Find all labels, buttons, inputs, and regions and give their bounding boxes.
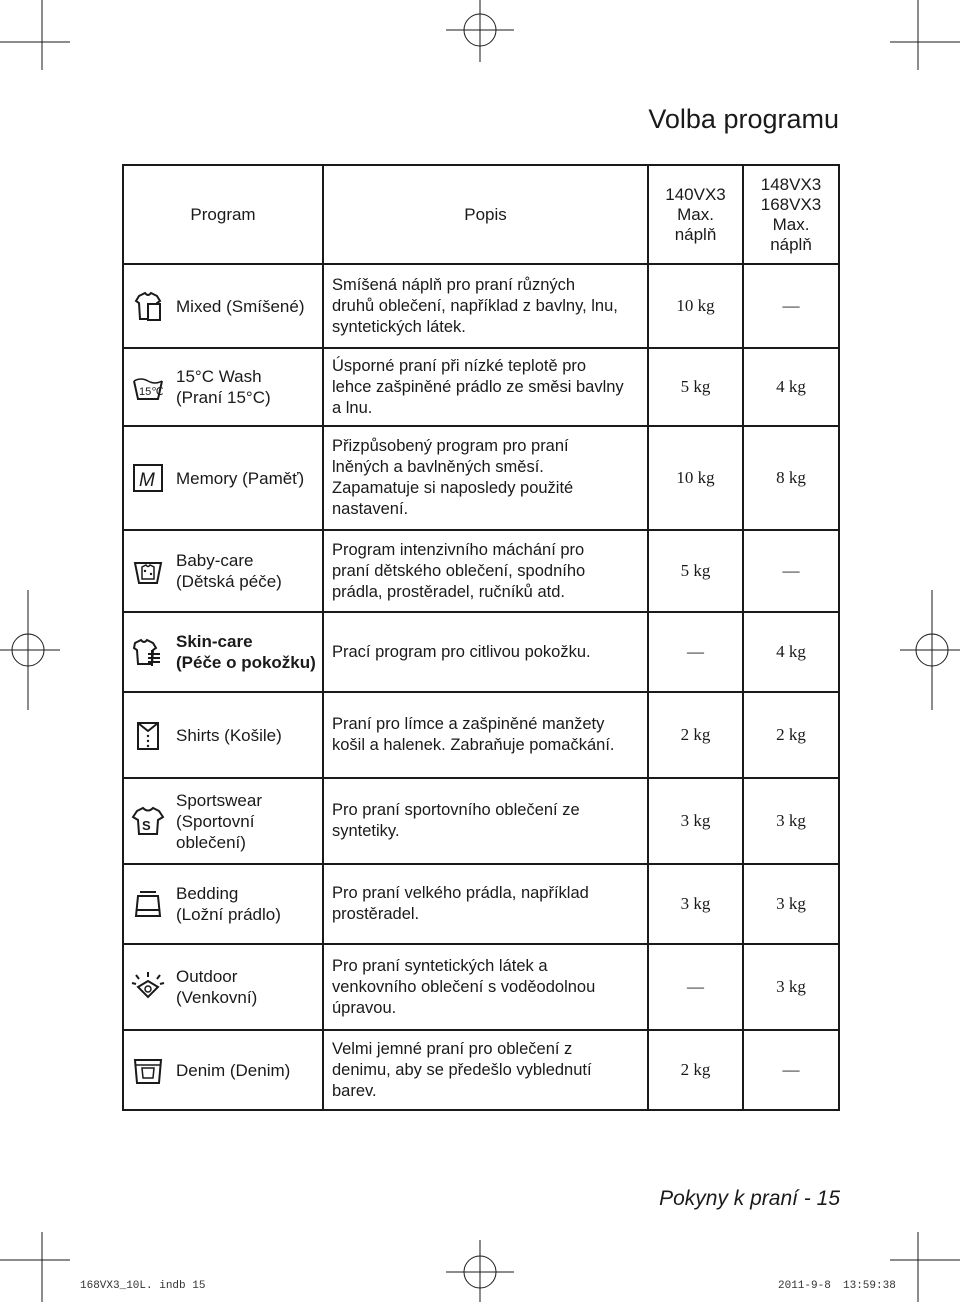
description-cell [323, 426, 648, 530]
print-slug-file: 168VX3_10L. indb 15 [80, 1280, 206, 1292]
print-slug-date: 2011-9-8 [778, 1280, 831, 1292]
program-name-line: Baby-care [176, 551, 254, 570]
description-line: Velmi jemné praní pro oblečení z [332, 1039, 573, 1058]
capacity-140vx3 [648, 1030, 743, 1110]
description-cell [323, 692, 648, 778]
description-line: Pro praní syntetických látek a [332, 956, 548, 975]
mixed-shirt-icon [130, 288, 166, 324]
capacity-148-168vx3 [743, 944, 839, 1030]
program-cell [123, 1030, 323, 1110]
description-line: venkovního oblečení s voděodolnou [332, 977, 596, 996]
capacity-value: 4 kg [776, 377, 806, 396]
program-label [124, 460, 322, 496]
description-cell [323, 778, 648, 864]
capacity-value: 4 kg [776, 642, 806, 661]
capacity-140vx3 [648, 264, 743, 348]
capacity-148-168vx3 [743, 348, 839, 426]
program-name-line: Shirts (Košile) [176, 725, 282, 745]
program-description [324, 275, 647, 338]
description-line: lněných a bavlněných směsí. [332, 458, 544, 476]
program-label [124, 631, 322, 673]
capacity-148-168vx3 [743, 264, 839, 348]
header-line: Max. [772, 214, 810, 234]
table-row [123, 864, 839, 944]
capacity-148-168vx3 [743, 530, 839, 612]
program-description [324, 1039, 647, 1102]
bedding-icon [130, 886, 166, 922]
program-label [124, 966, 322, 1008]
program-description [324, 356, 647, 419]
program-cell [123, 612, 323, 692]
header-capacity-140vx3 [648, 165, 743, 264]
capacity-140vx3 [648, 612, 743, 692]
svg-text:S: S [142, 818, 151, 833]
program-name-line: (Dětská péče) [176, 572, 282, 591]
program-cell [123, 264, 323, 348]
description-line: košil a halenek. Zabraňuje pomačkání. [332, 736, 615, 754]
capacity-140vx3 [648, 864, 743, 944]
program-label [124, 366, 322, 408]
header-line: náplň [770, 234, 812, 254]
description-line: lehce zašpiněné prádlo ze směsi bavlny [332, 377, 624, 396]
capacity-148-168vx3 [743, 1030, 839, 1110]
program-label [124, 717, 322, 753]
header-program: Program [123, 165, 323, 264]
program-name-line: Bedding [176, 884, 239, 903]
capacity-value: — [687, 977, 704, 996]
description-line: Přizpůsobený program pro praní [332, 437, 569, 455]
description-line: Pro praní sportovního oblečení ze [332, 801, 580, 819]
capacity-140vx3 [648, 692, 743, 778]
program-description [324, 800, 647, 842]
description-cell [323, 864, 648, 944]
header-line: 148VX3 [760, 174, 822, 194]
capacity-value: 3 kg [680, 811, 711, 830]
description-line: barev. [332, 1081, 377, 1100]
capacity-value: 3 kg [776, 811, 806, 830]
capacity-140vx3 [648, 530, 743, 612]
capacity-148-168vx3 [743, 778, 839, 864]
table-row [123, 944, 839, 1030]
program-description [324, 642, 647, 663]
program-name-line: Denim (Denim) [176, 1060, 291, 1080]
program-name [176, 631, 316, 673]
capacity-value: 5 kg [680, 377, 711, 396]
program-name [176, 366, 271, 408]
capacity-value: 10 kg [676, 468, 715, 487]
program-name-line: Mixed (Smíšené) [176, 296, 305, 316]
capacity-value: — [782, 296, 800, 315]
print-slug-time: 13:59:38 [843, 1280, 896, 1292]
program-cell [123, 426, 323, 530]
description-cell [323, 264, 648, 348]
table-row [123, 426, 839, 530]
header-line: náplň [674, 224, 717, 244]
program-cell [123, 778, 323, 864]
program-cell [123, 864, 323, 944]
program-description [324, 436, 647, 520]
program-name-line: Skin-care [176, 632, 253, 651]
program-name-line: (Ložní prádlo) [176, 905, 281, 924]
program-name-line: (Venkovní) [176, 988, 258, 1007]
program-name [176, 1060, 290, 1081]
capacity-148-168vx3 [743, 692, 839, 778]
program-name-line: Memory (Paměť) [176, 468, 305, 488]
program-cell [123, 944, 323, 1030]
program-table [122, 164, 840, 1111]
description-line: Program intenzivního máchání pro [332, 540, 585, 559]
svg-text:M: M [139, 470, 155, 491]
description-line: Úsporné praní při nízké teplotě pro [332, 356, 587, 375]
description-line: praní dětského oblečení, spodního [332, 561, 586, 580]
program-name-line: 15°C Wash [176, 367, 262, 386]
program-name-line: (Sportovní [176, 811, 255, 831]
table-row [123, 348, 839, 426]
page-title: Volba programu [648, 104, 839, 134]
program-label [124, 790, 322, 853]
sportswear-icon [130, 803, 166, 839]
header-popis: Popis [323, 165, 648, 264]
table-row [123, 264, 839, 348]
shirt-icon [130, 717, 166, 753]
program-description [324, 956, 647, 1019]
capacity-value: 5 kg [680, 561, 711, 580]
skin-care-icon [130, 634, 166, 670]
table-row [123, 778, 839, 864]
description-line: Smíšená náplň pro praní různých [332, 275, 576, 294]
capacity-value: 10 kg [676, 296, 715, 315]
program-name [176, 468, 304, 489]
description-line: Praní pro límce a zašpiněné manžety [332, 715, 605, 733]
description-line: syntetiky. [332, 822, 400, 840]
program-label [124, 1052, 322, 1088]
capacity-value: 3 kg [776, 977, 806, 996]
description-line: Pro praní velkého prádla, například [332, 884, 589, 902]
capacity-value: 2 kg [680, 1060, 711, 1079]
table-row [123, 612, 839, 692]
table-row [123, 692, 839, 778]
program-name-line: (Péče o pokožku) [176, 653, 316, 672]
capacity-value: 2 kg [776, 725, 806, 744]
description-line: denimu, aby se předešlo vyblednutí [332, 1060, 592, 1079]
program-name-line: (Praní 15°C) [176, 388, 271, 407]
baby-care-icon [130, 553, 166, 589]
program-name-line: Outdoor [176, 967, 238, 986]
program-name [176, 790, 262, 853]
program-name [176, 725, 282, 746]
description-line: prádla, prostěradel, ručníků atd. [332, 582, 565, 601]
memory-m-icon [130, 460, 166, 496]
description-line: Prací program pro citlivou pokožku. [332, 642, 591, 661]
description-cell [323, 612, 648, 692]
capacity-value: 8 kg [776, 468, 806, 487]
header-capacity-148-168vx3 [743, 165, 839, 264]
program-label [124, 883, 322, 925]
outdoor-icon [130, 969, 166, 1005]
description-cell [323, 348, 648, 426]
program-name [176, 296, 304, 317]
header-line: 168VX3 [760, 194, 822, 214]
description-cell [323, 530, 648, 612]
program-label [124, 550, 322, 592]
description-cell [323, 1030, 648, 1110]
capacity-value: — [782, 1060, 800, 1079]
program-cell [123, 530, 323, 612]
table-row [123, 530, 839, 612]
capacity-value: — [687, 642, 704, 661]
program-label [124, 288, 322, 324]
15c-wash-icon [130, 369, 166, 405]
capacity-value: — [782, 561, 800, 580]
description-line: nastavení. [332, 500, 409, 518]
description-line: syntetických látek. [332, 317, 466, 336]
capacity-value: 2 kg [680, 725, 711, 744]
program-cell [123, 692, 323, 778]
footer-page-title: Pokyny k praní - 15 [659, 1187, 840, 1210]
description-line: druhů oblečení, například z bavlny, lnu, [332, 296, 618, 315]
svg-text:15℃: 15℃ [139, 386, 164, 398]
capacity-148-168vx3 [743, 426, 839, 530]
capacity-140vx3 [648, 426, 743, 530]
description-line: prostěradel. [332, 905, 420, 923]
capacity-value: 3 kg [680, 894, 711, 913]
capacity-148-168vx3 [743, 864, 839, 944]
program-name-line: Sportswear [176, 790, 262, 810]
description-line: a lnu. [332, 398, 373, 417]
program-name [176, 883, 281, 925]
program-name [176, 550, 282, 592]
table-header-row [123, 165, 839, 264]
capacity-140vx3 [648, 348, 743, 426]
capacity-140vx3 [648, 778, 743, 864]
program-description [324, 714, 647, 756]
description-cell [323, 944, 648, 1030]
header-line: Max. [677, 204, 714, 224]
capacity-140vx3 [648, 944, 743, 1030]
description-line: Zapamatuje si naposledy použité [332, 479, 574, 497]
program-description [324, 540, 647, 603]
program-name-line: oblečení) [176, 832, 246, 852]
program-cell [123, 348, 323, 426]
capacity-value: 3 kg [776, 894, 806, 913]
capacity-148-168vx3 [743, 612, 839, 692]
denim-icon [130, 1052, 166, 1088]
table-row [123, 1030, 839, 1110]
program-description [324, 883, 647, 925]
description-line: úpravou. [332, 998, 397, 1017]
program-name [176, 966, 257, 1008]
header-line: 140VX3 [665, 184, 726, 204]
